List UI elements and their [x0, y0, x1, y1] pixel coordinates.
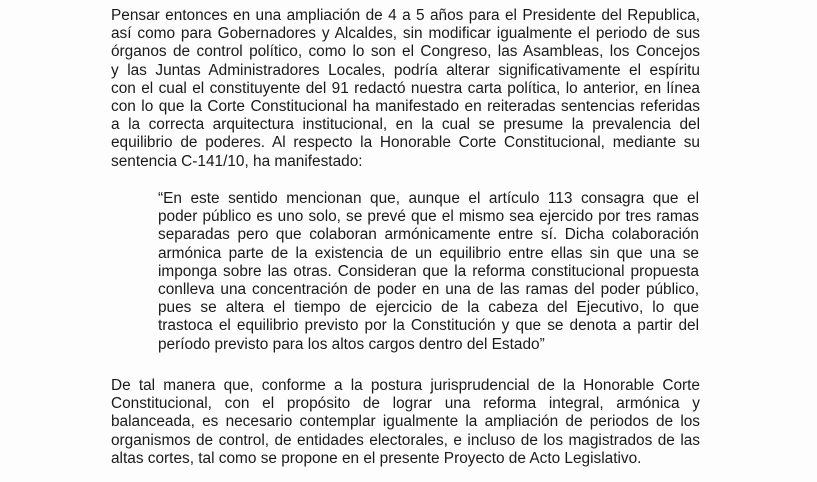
quote-line: separadas pero que colaboran armónicamente entre sí. Dicha colaboración — [158, 226, 699, 244]
text-line: con lo que la Corte Constitucional ha manifestado en reiteradas sentencias referidas — [111, 98, 700, 116]
text-line: a la correcta arquitectura institucional, en la cual se presume la prevalencia del — [111, 116, 700, 134]
text-line: Pensar entonces en una ampliación de 4 a 5 años para el Presidente del Republica, — [111, 7, 700, 24]
block-quote — [158, 190, 699, 354]
text-line: organismos de control, de entidades electorales, e incluso de los magistrados de las — [111, 431, 700, 449]
paragraph-intro — [111, 7, 700, 171]
paragraph-conclusion — [111, 377, 700, 468]
text-line: y las Juntas Administradores Locales, podría alterar significativamente el espíritu — [111, 61, 700, 79]
text-line: así como para Gobernadores y Alcaldes, sin modificar igualmente el periodo de sus — [111, 25, 700, 43]
text-line: Constitucional, con el propósito de lograr una reforma integral, armónica y — [111, 395, 700, 413]
quote-line: armónica parte de la existencia de un equilibrio entre ellas sin que una se — [158, 244, 699, 262]
text-line: equilibrio de poderes. Al respecto la Honorable Corte Constitucional, mediante su — [111, 134, 700, 152]
quote-line: pues se altera el tiempo de ejercicio de la cabeza del Ejecutivo, lo que — [158, 299, 699, 317]
quote-line: poder público es uno solo, se prevé que el mismo sea ejercido por tres ramas — [158, 208, 699, 226]
quote-line: imponga sobre las otras. Consideran que la reforma constitucional propuesta — [158, 262, 699, 280]
quote-line: trastoca el equilibrio previsto por la Constitución y que se denota a partir del — [158, 317, 699, 335]
text-line: con el cual el constituyente del 91 redactó nuestra carta política, lo anterior, en línea — [111, 79, 700, 97]
text-line: órganos de control político, como lo son el Congreso, las Asambleas, los Concejos — [111, 43, 700, 61]
quote-line: período previsto para los altos cargos dentro del Estado” — [158, 335, 545, 353]
quote-line: conlleva una concentración de poder en una de las ramas del poder público, — [158, 281, 699, 299]
quote-line: “En este sentido mencionan que, aunque el artículo 113 consagra que el — [158, 190, 699, 207]
text-line: De tal manera que, conforme a la postura jurisprudencial de la Honorable Corte — [111, 377, 700, 394]
text-line: altas cortes, tal como se propone en el presente Proyecto de Acto Legislativo. — [111, 449, 642, 467]
text-line: balanceada, es necesario contemplar igualmente la ampliación de periodos de los — [111, 413, 700, 431]
text-line: sentencia C-141/10, ha manifestado: — [111, 152, 363, 170]
